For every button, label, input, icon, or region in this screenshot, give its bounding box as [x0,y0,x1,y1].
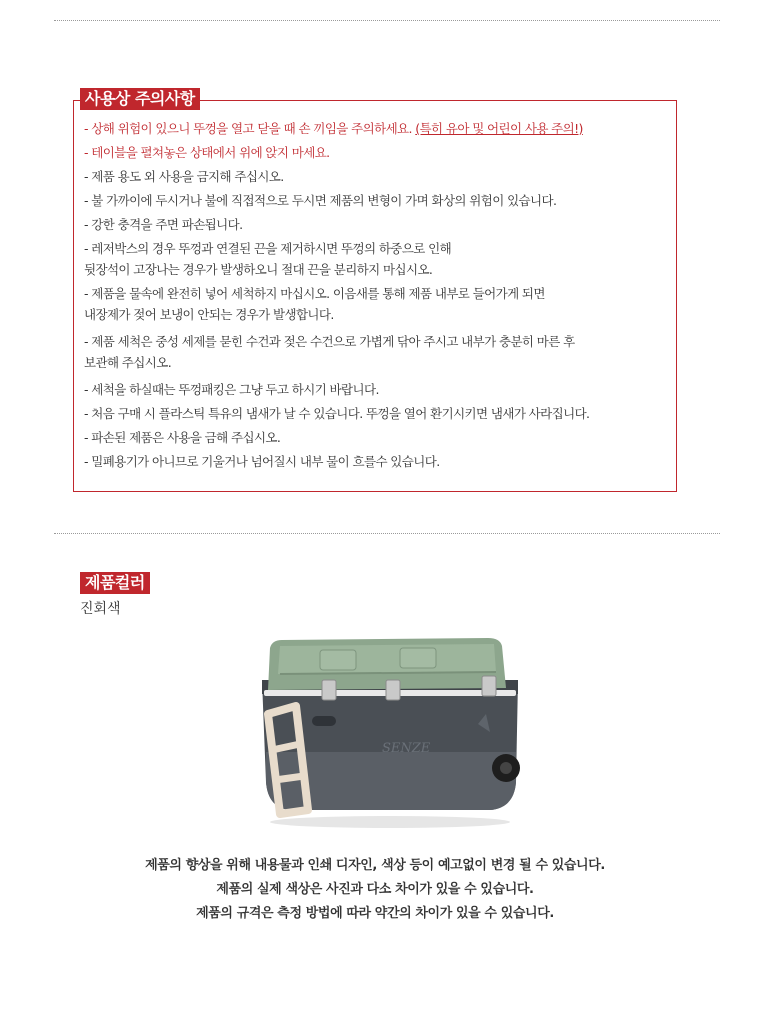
cooler-box-image [250,632,530,832]
product-color-title: 제품컬러 [80,572,150,594]
middle-divider [54,533,720,534]
cooler-logo: SENZE [382,741,431,756]
caution-item: - 처음 구매 시 플라스틱 특유의 냄새가 날 수 있습니다. 뚜껑을 열어 환기시키면 냄새가 사라집니다. [84,406,590,421]
product-notes [0,854,750,926]
caution-item: - 제품 세척은 중성 세제를 묻힌 수건과 젖은 수건으로 가볍게 닦아 주시고 내부가 충분히 마른 후 보관해 주십시오. [84,334,575,370]
caution-item: - 세척을 하실때는 뚜껑패킹은 그냥 두고 하시기 바랍니다. [84,382,379,397]
caution-item: - 제품 용도 외 사용을 금지해 주십시오. [84,169,284,184]
caution-list [84,118,672,475]
caution-item [84,118,672,139]
caution-item-text: - 상해 위험이 있으니 뚜껑을 열고 닫을 때 손 끼임을 주의하세요. [84,121,416,136]
caution-item: - 파손된 제품은 사용을 금해 주십시오. [84,430,281,445]
caution-item: - 불 가까이에 두시거나 불에 직접적으로 두시면 제품의 변형이 가며 화상의 위험이 있습니다. [84,193,557,208]
caution-title: 사용상 주의사항 [80,88,200,110]
top-divider [54,20,720,21]
note-line: 제품의 실제 색상은 사진과 다소 차이가 있을 수 있습니다. [216,882,534,897]
caution-item: - 강한 충격을 주면 파손됩니다. [84,217,243,232]
caution-item: - 제품을 물속에 완전히 넣어 세척하지 마십시오. 이음새를 통해 제품 내부로 들어가게 되면 내장제가 젖어 보냉이 안되는 경우가 발생합니다. [84,286,545,322]
caution-item: - 레저박스의 경우 뚜껑과 연결된 끈을 제거하시면 뚜껑의 하중으로 인해 뒷장석이 고장나는 경우가 발생하오니 절대 끈을 분리하지 마십시오. [84,241,452,277]
caution-item-text: - 테이블을 펼쳐놓은 상태에서 위에 앉지 마세요. [84,145,330,160]
note-line: 제품의 향상을 위해 내용물과 인쇄 디자인, 색상 등이 예고없이 변경 될 수 있습니다. [145,858,605,873]
product-color-name: 진회색 [80,601,121,617]
note-line: 제품의 규격은 측정 방법에 따라 약간의 차이가 있을 수 있습니다. [196,906,554,921]
caution-item [84,142,672,163]
caution-item-highlight: (특히 유아 및 어린이 사용 주의!) [415,121,583,136]
caution-item: - 밀폐용기가 아니므로 기울거나 넘어질시 내부 물이 흐를수 있습니다. [84,454,440,469]
